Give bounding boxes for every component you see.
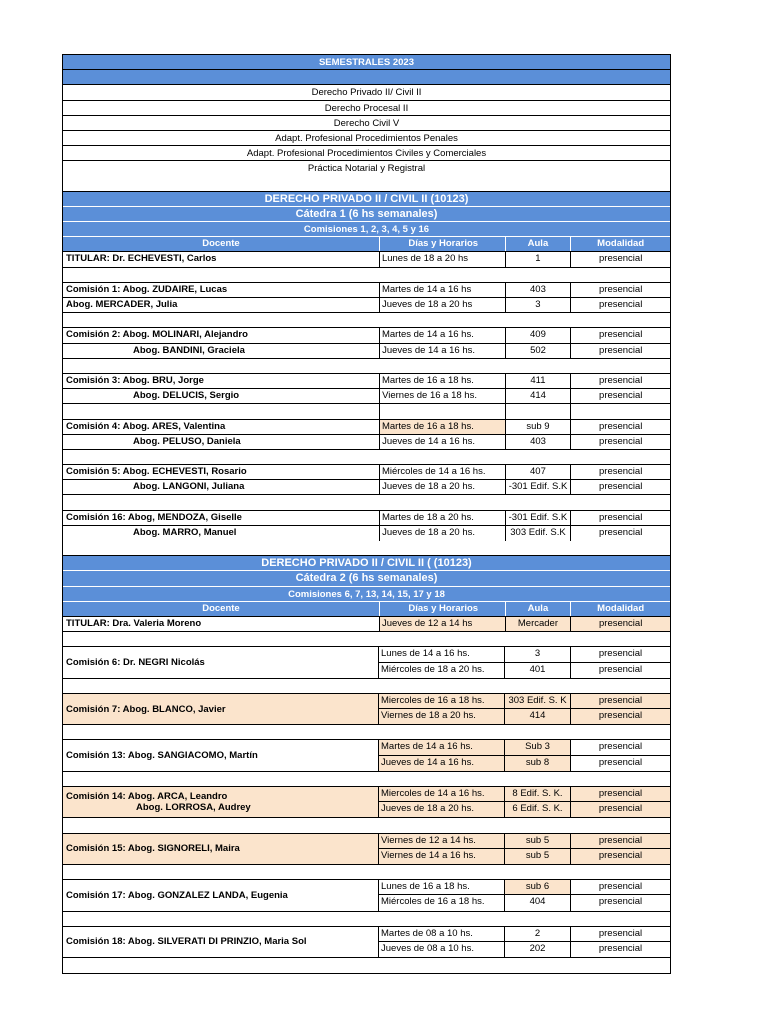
titular2-modalidad: presencial [571,617,670,631]
titular2-horario: Jueves de 12 a 14 hs [380,617,506,631]
docente-cell: Abog. BANDINI, Graciela [63,344,380,358]
titular2-docente: TITULAR: Dra. Valeria Moreno [63,617,380,631]
modalidad-cell: presencial [598,756,643,768]
catedra1-table [63,252,670,541]
schedule-row [379,802,670,817]
spacer-row [63,865,670,880]
comision-block [63,787,670,818]
col-modalidad: Modalidad [597,602,645,614]
table-row [63,328,670,343]
table-row [63,480,670,495]
page-title: SEMESTRALES 2023 [318,57,415,68]
titular2-aula: Mercader [506,617,572,631]
docente-cell: Abog. PELUSO, Daniela [63,435,380,449]
modalidad-cell [571,404,670,418]
schedule-row [379,647,670,662]
docente-cell: Comisión 16: Abog, MENDOZA, Giselle [63,511,380,525]
catedra2-subheading: Cátedra 2 (6 hs semanales) [295,572,438,585]
catedra1-heading-row [63,192,670,207]
subject-row [63,85,670,100]
schedule-row [379,849,670,864]
aula-cell: sub 6 [505,880,571,894]
comision-block [63,927,670,958]
modalidad-cell: presencial [598,896,643,908]
modalidad-cell: presencial [571,849,670,864]
horario-cell: Jueves de 18 a 20 hs [380,298,506,312]
modalidad-cell: presencial [599,253,643,265]
table-row [63,389,670,404]
aula-cell: 401 [505,663,571,678]
comision-schedule [379,787,670,817]
comision-label: Comisión 7: Abog. BLANCO, Javier [66,703,226,715]
comision-label: Comisión 13: Abog. SANGIACOMO, Martín [66,750,258,762]
subject-label: Derecho Civil V [333,117,400,129]
spacer-row [63,450,670,465]
titular2-row [63,617,670,632]
aula-cell: 409 [506,328,572,342]
aula-cell [506,404,572,418]
catedra1-column-headers [63,237,670,252]
table-row [63,374,670,389]
comision-docente [63,880,379,910]
spacer-row [63,725,670,740]
col-dias: Días y Horarios [380,602,506,616]
subject-row [63,131,670,146]
spacer-row [63,958,670,973]
spacer-row [63,632,670,647]
table-row [63,420,670,435]
comision-schedule [379,880,670,910]
comision-docente [63,834,379,864]
schedule-row [379,927,670,942]
modalidad-cell: presencial [599,374,643,386]
docente-cell: Abog. LANGONI, Juliana [63,480,380,494]
catedra1-subheading: Cátedra 1 (6 hs semanales) [295,207,438,220]
aula-cell: 411 [506,374,572,388]
horario-cell: Martes de 14 a 16 hs [380,283,506,297]
horario-cell: Jueves de 08 a 10 hs. [379,942,505,957]
horario-cell: Viernes de 12 a 14 hs. [379,834,505,848]
docente-cell: Abog. MARRO, Manuel [63,526,380,541]
horario-cell: Miércoles de 18 a 20 hs. [379,663,505,678]
schedule-row [379,895,670,910]
docente-cell: Comisión 2: Abog. MOLINARI, Alejandro [63,328,380,342]
modalidad-cell: presencial [599,329,643,341]
horario-cell: Miercoles de 16 a 18 hs. [379,694,505,708]
modalidad-cell: presencial [599,526,643,538]
spacer-row [63,268,670,283]
aula-cell: 403 [506,283,572,297]
aula-cell: 414 [506,389,572,403]
blank-blue-row [63,70,670,85]
horario-cell: Martes de 08 a 10 hs. [379,927,505,941]
docente-cell: TITULAR: Dr. ECHEVESTI, Carlos [63,252,380,266]
title-row [63,55,670,70]
modalidad-cell: presencial [571,834,670,848]
comision-docente [63,927,379,957]
col-modalidad: Modalidad [597,238,645,250]
modalidad-cell: presencial [599,511,643,523]
docente-cell: Comisión 5: Abog. ECHEVESTI, Rosario [63,465,380,479]
comision-docente [63,740,379,770]
modalidad-cell: presencial [571,787,670,801]
comision-schedule [379,740,670,770]
modalidad-cell: presencial [598,881,643,893]
aula-cell: 202 [505,942,571,957]
modalidad-cell: presencial [599,283,643,295]
spacer-row [63,313,670,328]
modalidad-cell: presencial [599,466,643,478]
aula-cell: 403 [506,435,572,449]
horario-cell: Martes de 18 a 20 hs. [380,511,506,525]
spacer-row [63,177,670,192]
table-row [63,465,670,480]
subject-row [63,146,670,161]
schedule-row [379,740,670,755]
catedra1-heading: DERECHO PRIVADO II / CIVIL II (10123) [264,192,469,205]
comision-schedule [379,834,670,864]
comision-label: Comisión 15: Abog. SIGNORELI, Maira [66,843,240,855]
horario-cell: Jueves de 14 a 16 hs. [380,435,506,449]
modalidad-cell: presencial [571,709,670,724]
horario-cell: Viernes de 16 a 18 hs. [380,389,506,403]
catedra2-heading-row [63,556,670,571]
horario-cell: Jueves de 18 a 20 hs. [379,802,505,817]
aula-cell: 3 [505,647,571,661]
table-row [63,404,670,419]
spacer-row [63,912,670,927]
subject-row [63,101,670,116]
modalidad-cell: presencial [599,435,643,447]
catedra2-column-headers [63,602,670,617]
spacer-row [63,495,670,510]
comision-label: Comisión 6: Dr. NEGRI Nicolás [66,657,205,668]
aula-cell: 1 [506,252,572,266]
horario-cell: Martes de 16 a 18 hs. [380,374,506,388]
aula-cell: -301 Edif. S.K [506,511,572,525]
comision-label-2: Abog. LORROSA, Audrey [136,802,251,814]
col-aula: Aula [506,602,572,616]
schedule-row [379,834,670,849]
aula-cell: 3 [506,298,572,312]
horario-cell: Jueves de 14 a 16 hs. [380,344,506,358]
aula-cell: 502 [506,344,572,358]
schedule-row [379,880,670,895]
catedra2-heading: DERECHO PRIVADO II / CIVIL II ( (10123) [261,557,472,570]
schedule-row [379,942,670,957]
horario-cell: Jueves de 14 a 16 hs. [379,756,505,771]
aula-cell: sub 9 [506,420,572,434]
comision-label: Comisión 17: Abog. GONZALEZ LANDA, Eugenia [66,889,288,901]
catedra2-comisiones-row [63,587,670,602]
docente-cell: Comisión 3: Abog. BRU, Jorge [63,374,380,388]
col-docente: Docente [63,602,380,616]
horario-cell: Miércoles de 14 a 16 hs. [380,465,506,479]
horario-cell: Martes de 14 a 16 hs. [379,740,505,754]
modalidad-cell: presencial [599,344,643,356]
aula-cell: 8 Edif. S. K. [505,787,571,801]
comision-block [63,647,670,678]
aula-cell: 2 [505,927,571,941]
comision-label: Comisión 18: Abog. SILVERATI DI PRINZIO, Maria Sol [66,936,307,948]
modalidad-cell: presencial [599,299,643,310]
horario-cell: Lunes de 14 a 16 hs. [379,647,505,661]
aula-cell: sub 5 [505,849,571,864]
modalidad-cell: presencial [598,663,643,675]
spacer-row [63,818,670,833]
modalidad-cell: presencial [598,927,643,939]
subjects-list [63,85,670,176]
modalidad-cell: presencial [599,420,643,432]
aula-cell: sub 5 [505,834,571,848]
horario-cell: Martes de 16 a 18 hs. [380,420,506,434]
aula-cell: 6 Edif. S. K. [505,802,571,817]
schedule-row [379,694,670,709]
subject-label: Práctica Notarial y Registral [307,163,426,175]
comision-block [63,880,670,911]
aula-cell: 303 Edif. S. K [505,694,571,708]
horario-cell: Viernes de 14 a 16 hs. [379,849,505,864]
catedra1-subheading-row [63,207,670,222]
schedule-sheet [62,54,671,974]
horario-cell: Lunes de 18 a 20 hs [380,252,506,266]
horario-cell: Miercoles de 14 a 16 hs. [379,787,505,801]
spacer-row [63,679,670,694]
modalidad-cell: presencial [599,481,643,493]
comision-schedule [379,647,670,677]
catedra2-comisiones: Comisiones 6, 7, 13, 14, 15, 17 y 18 [288,588,445,600]
horario-cell: Miércoles de 16 a 18 hs. [379,895,505,910]
col-dias: Días y Horarios [380,237,506,251]
horario-cell: Martes de 14 a 16 hs. [380,328,506,342]
modalidad-cell: presencial [571,694,670,708]
table-row [63,435,670,450]
spacer-row [63,359,670,374]
col-docente: Docente [63,237,380,251]
docente-cell: Comisión 1: Abog. ZUDAIRE, Lucas [63,283,380,297]
table-row [63,344,670,359]
subject-label: Derecho Privado II/ Civil II [311,87,422,99]
schedule-row [379,709,670,724]
comision-docente [63,647,379,677]
comision-block [63,740,670,771]
subject-label: Adapt. Profesional Procedimientos Civiles y Comerciales [246,148,487,160]
catedra1-comisiones: Comisiones 1, 2, 3, 4, 5 y 16 [303,224,430,236]
aula-cell: sub 8 [505,756,571,771]
docente-cell: Abog. MERCADER, Julia [63,298,380,312]
horario-cell: Viernes de 18 a 20 hs. [379,709,505,724]
spacer-row [63,541,670,556]
table-row [63,252,670,267]
comision-block [63,694,670,725]
modalidad-cell: presencial [599,390,643,402]
table-row [63,511,670,526]
spacer-row [63,772,670,787]
subject-label: Derecho Procesal II [324,102,409,114]
catedra2-table [63,632,670,958]
horario-cell: Lunes de 16 a 18 hs. [379,880,505,894]
horario-cell: Jueves de 18 a 20 hs. [380,480,506,494]
comision-docente [63,694,379,724]
subject-row [63,161,670,176]
subject-label: Adapt. Profesional Procedimientos Penales [275,132,458,144]
docente-cell [63,404,380,418]
docente-cell: Comisión 4: Abog. ARES, Valentina [63,420,380,434]
table-row [63,298,670,313]
docente-cell: Abog. DELUCIS, Sergio [63,389,380,403]
comision-docente [63,787,379,817]
aula-cell: -301 Edif. S.K [506,480,572,494]
aula-cell: 303 Edif. S.K [506,526,572,541]
comision-block [63,834,670,865]
catedra2-subheading-row [63,571,670,586]
comision-schedule [379,694,670,724]
schedule-row [379,756,670,771]
comision-schedule [379,927,670,957]
aula-cell: 414 [505,709,571,724]
modalidad-cell: presencial [598,942,643,954]
horario-cell: Jueves de 18 a 20 hs. [380,526,506,541]
modalidad-cell: presencial [598,741,643,753]
aula-cell: 404 [505,895,571,910]
aula-cell: Sub 3 [505,740,571,754]
table-row [63,526,670,541]
schedule-row [379,787,670,802]
aula-cell: 407 [506,465,572,479]
table-row [63,283,670,298]
horario-cell [380,404,506,418]
col-aula: Aula [506,237,572,251]
modalidad-cell: presencial [571,802,670,817]
catedra1-comisiones-row [63,222,670,237]
modalidad-cell: presencial [598,648,643,660]
subject-row [63,116,670,131]
schedule-row [379,663,670,678]
comision-label: Comisión 14: Abog. ARCA, Leandro [66,791,228,803]
